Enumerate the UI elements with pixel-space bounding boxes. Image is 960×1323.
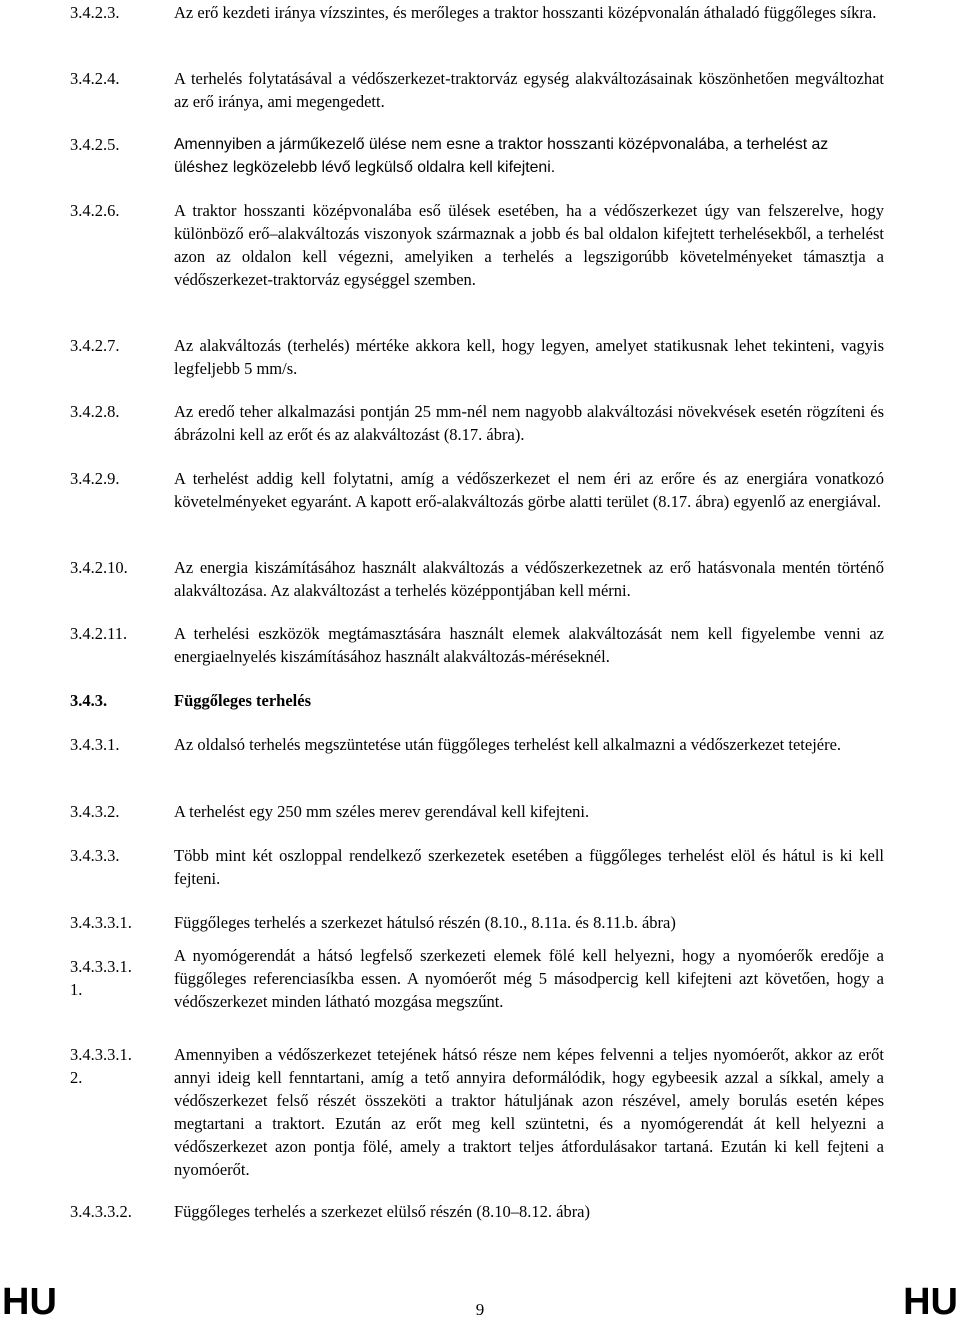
- section-number: 3.4.3.3.: [70, 846, 120, 865]
- section-text: Amennyiben a védőszerkezet tetejének hátsó része nem képes felvenni a teljes nyomóerőt, akkor az erőt annyi ideig kell fenntartani, amíg a tető annyira deformálódik, hogy egybeesik azzal a síkkal, amely a védőszerkezet felső részét összeköti a traktor hátuljának azon részével, amely borulás esetén képes megtartani a traktort. Ezután az erőt meg kell szüntetni, és a nyomógerendát át kell helyezni a védőszerkezet azon pontja fölé, amely a traktort teljes átfordulásakor tartaná. Ezután ki kell fejteni a nyomóerőt.: [174, 1045, 884, 1179]
- section-text: Több mint két oszloppal rendelkező szerkezetek esetében a függőleges terhelést elöl és hátul is ki kell fejteni.: [174, 846, 884, 888]
- section-number: 3.4.2.9.: [70, 469, 120, 488]
- section-number: 3.4.2.4.: [70, 69, 120, 88]
- section-text: Az alakváltozás (terhelés) mértéke akkora kell, hogy legyen, amelyet statikusnak lehet tekinteni, vagyis legfeljebb 5 mm/s.: [174, 336, 884, 378]
- section-text: Függőleges terhelés a szerkezet elülső részén (8.10–8.12. ábra): [174, 1202, 591, 1221]
- footer-country-code-right: HU: [903, 1281, 958, 1323]
- section-number: 3.4.2.6.: [70, 201, 120, 220]
- section-text: Az erő kezdeti iránya vízszintes, és merőleges a traktor hosszanti középvonalán áthaladó függőleges síkra.: [174, 3, 877, 22]
- section-number: 3.4.3.3.1. 2.: [70, 1045, 132, 1087]
- section-text: A terhelést egy 250 mm széles merev gerendával kell kifejteni.: [174, 802, 590, 821]
- section-number: 3.4.3.1.: [70, 735, 120, 754]
- section-number: 3.4.2.8.: [70, 402, 120, 421]
- section-text: A terhelést addig kell folytatni, amíg a védőszerkezet el nem éri az erőre és az energiára vonatkozó követelményeket egyaránt. A kapott erő-alakváltozás görbe alatti terület (8.17. ábra) egyenlő az energiával.: [174, 469, 884, 511]
- section-number: 3.4.3.3.1.: [70, 913, 132, 932]
- section-text: A terhelés folytatásával a védőszerkezet-traktorváz egység alakváltozásainak köszönhetően megváltozhat az erő iránya, ami megengedett.: [174, 69, 884, 111]
- section-text: Függőleges terhelés a szerkezet hátulsó részén (8.10., 8.11a. és 8.11.b. ábra): [174, 913, 676, 932]
- section-number: 3.4.3.3.1. 1.: [70, 957, 132, 999]
- footer-country-code-left: HU: [2, 1281, 57, 1323]
- section-number: 3.4.3.3.2.: [70, 1202, 132, 1221]
- section-number: 3.4.2.10.: [70, 558, 128, 577]
- section-number: 3.4.2.11.: [70, 624, 128, 643]
- section-text: A terhelési eszközök megtámasztására használt elemek alakváltozását nem kell figyelembe venni az energiaelnyelés kiszámításához használt alakváltozás-méréseknél.: [174, 624, 884, 666]
- section-number: 3.4.2.7.: [70, 336, 120, 355]
- section-number: 3.4.3.: [70, 691, 108, 710]
- section-text: Az energia kiszámításához használt alakváltozás a védőszerkezetnek az erő hatásvonala mentén történő alakváltozása. Az alakváltozást a terhelés középpontjában kell mérni.: [174, 558, 884, 600]
- section-text: Az oldalsó terhelés megszüntetése után függőleges terhelést kell alkalmazni a védőszerkezet tetejére.: [174, 735, 842, 754]
- section-number: 3.4.3.2.: [70, 802, 120, 821]
- section-text: A traktor hosszanti középvonalába eső ülések esetében, ha a védőszerkezet úgy van felszerelve, hogy különböző erő–alakváltozás viszonyok származnak a jobb és bal oldalon kifejtett terhelésekből, a terhelést azon az oldalon kell végezni, amelyiken a terhelés a legszigorúbb követelményeket támasztja a védőszerkezet-traktorváz egységgel szemben.: [174, 201, 884, 289]
- section-text: Az eredő teher alkalmazási pontján 25 mm-nél nem nagyobb alakváltozási növekvések esetén rögzíteni és ábrázolni kell az erőt és az alakváltozást (8.17. ábra).: [174, 402, 884, 444]
- section-number: 3.4.2.3.: [70, 3, 120, 22]
- section-text: Amennyiben a járműkezelő ülése nem esne a traktor hosszanti középvonalába, a terhelést az üléshez legközelebb lévő legkülső oldalra kell kifejteni.: [174, 136, 829, 176]
- section-heading: Függőleges terhelés: [174, 691, 312, 710]
- page-number: 9: [475, 1300, 485, 1319]
- section-number: 3.4.2.5.: [70, 135, 120, 154]
- section-text: A nyomógerendát a hátsó legfelső szerkezeti elemek fölé kell helyezni, hogy a nyomóerők eredője a függőleges referenciasíkba essen. A nyomóerőt még 5 másodpercig kell kifejteni azt követően, hogy a védőszerkezet minden látható mozgása megszűnt.: [174, 946, 884, 1011]
